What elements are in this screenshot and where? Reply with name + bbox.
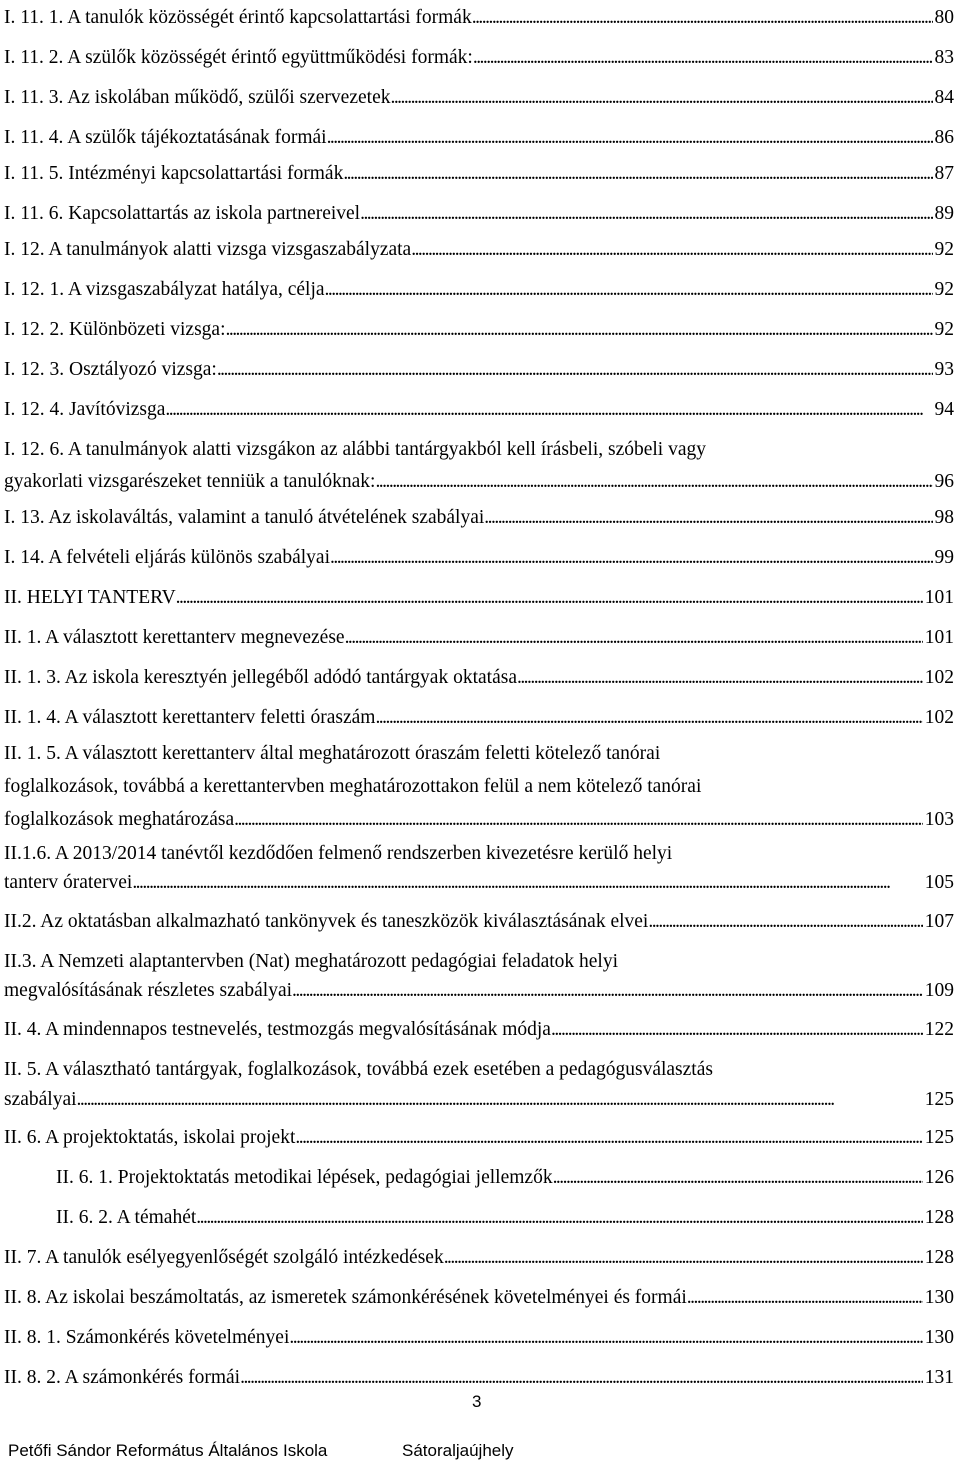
toc-page-number: 87: [934, 163, 954, 184]
toc-page-number: 131: [924, 1367, 954, 1388]
toc-entry-last-line: [4, 200, 954, 227]
toc-entry-title: I. 11. 6. Kapcsolattartás az iskola partnereivel: [4, 203, 361, 224]
dot-leader: [390, 84, 932, 111]
toc-entry-title: II. 1. 4. A választott kerettanterv feletti óraszám: [4, 707, 376, 728]
footer-town: Sátoraljaújhely: [402, 1441, 514, 1460]
toc-entry-line: [4, 1056, 954, 1083]
toc-entry-last-line: [4, 160, 954, 187]
dot-leader: [176, 584, 923, 611]
toc-entry-last-line: [4, 1284, 954, 1311]
toc-entry-last-line: [4, 806, 954, 833]
toc-entry-title: II. HELYI TANTERV: [4, 587, 176, 608]
toc-entry-line: [4, 948, 954, 975]
toc-entry-last-line: [4, 504, 954, 531]
toc-entry-title: szabályai: [4, 1089, 77, 1110]
toc-entry-last-line: [4, 124, 954, 151]
dot-leader: [295, 1124, 922, 1151]
toc-entry-last-line: [4, 316, 954, 343]
toc-entry-last-line: [4, 1324, 954, 1351]
toc-entry-title: II. 7. A tanulók esélyegyenlőségét szolgáló intézkedések: [4, 1247, 444, 1268]
toc-page-number: 92: [934, 319, 954, 340]
toc-page-number: 98: [934, 507, 954, 528]
dot-leader: [292, 977, 923, 1004]
toc-entry-line: [4, 740, 954, 767]
toc-page-number: 101: [924, 587, 954, 608]
dot-leader: [234, 806, 923, 833]
toc-entry-title: megvalósításának részletes szabályai: [4, 980, 293, 1001]
toc-entry-title: II.2. Az oktatásban alkalmazható tankönyvek és taneszközök kiválasztásának elvei: [4, 911, 649, 932]
toc-page-number: 83: [934, 47, 954, 68]
toc-page-number: 125: [924, 1127, 954, 1148]
toc-entry-title: I. 13. Az iskolaváltás, valamint a tanuló átvételének szabályai: [4, 507, 485, 528]
toc-entry-last-line: [4, 664, 954, 691]
toc-entry-title: II.3. A Nemzeti alaptantervben (Nat) meghatározott pedagógiai feladatok helyi: [4, 951, 619, 972]
footer-school-name: Petőfi Sándor Református Általános Iskola: [8, 1441, 328, 1460]
toc-page-number: 94: [934, 399, 954, 420]
toc-entry-title: II. 6. 2. A témahét: [56, 1207, 197, 1228]
toc-entry-title: II. 1. A választott kerettanterv megnevezése: [4, 627, 345, 648]
dot-leader: [345, 624, 923, 651]
dot-leader: [553, 1164, 923, 1191]
toc-page-number: 84: [934, 87, 954, 108]
toc-entry-title: II. 8. Az iskolai beszámoltatás, az ismeretek számonkérésének követelményei és formái: [4, 1287, 687, 1308]
toc-entry-title: I. 11. 4. A szülők tájékoztatásának formái: [4, 127, 327, 148]
toc-page-number: 89: [934, 203, 954, 224]
toc-page-number: 92: [934, 279, 954, 300]
dot-leader: [77, 1086, 923, 1113]
toc-page-number: 107: [924, 911, 954, 932]
dot-leader: [330, 544, 933, 571]
toc-page-number: 128: [924, 1207, 954, 1228]
toc-entry-title: I. 12. 4. Javítóvizsga: [4, 399, 166, 420]
toc-entry-title: gyakorlati vizsgarészeket tenniük a tanulóknak:: [4, 471, 376, 492]
dot-leader: [444, 1244, 923, 1271]
dot-leader: [411, 236, 932, 263]
toc-entry-last-line: [4, 624, 954, 651]
toc-page-number: 126: [924, 1167, 954, 1188]
toc-entry-last-line: [4, 977, 954, 1004]
toc-entry-last-line: [4, 869, 954, 896]
toc-entry-last-line: [4, 1124, 954, 1151]
dot-leader: [517, 664, 923, 691]
dot-leader: [687, 1284, 923, 1311]
toc-entry-title: I. 11. 5. Intézményi kapcsolattartási formák: [4, 163, 344, 184]
toc-page-number: 109: [924, 980, 954, 1001]
toc-entry-last-line: [4, 1086, 954, 1113]
dot-leader: [289, 1324, 922, 1351]
toc-page-number: 102: [924, 707, 954, 728]
toc-entry-last-line: [4, 4, 954, 31]
toc-entry-title: foglalkozások meghatározása: [4, 809, 235, 830]
dot-leader: [648, 908, 922, 935]
toc-entry-title: II. 1. 3. Az iskola keresztyén jellegéből adódó tantárgyak oktatása: [4, 667, 517, 688]
toc-entry-line: [4, 773, 954, 800]
toc-page-number: 93: [934, 359, 954, 380]
toc-page-number: 122: [924, 1019, 954, 1040]
dot-leader: [343, 160, 932, 187]
toc-entry-last-line: [4, 1016, 954, 1043]
toc-page-number: 96: [934, 471, 954, 492]
toc-entry-title: I. 12. 3. Osztályozó vizsga:: [4, 359, 217, 380]
toc-entry-title: II. 8. 2. A számonkérés formái: [4, 1367, 241, 1388]
toc-entry-last-line: [4, 704, 954, 731]
dot-leader: [132, 869, 922, 896]
toc-entry-last-line: [56, 1164, 954, 1191]
toc-entry-title: II. 4. A mindennapos testnevelés, testmozgás megvalósításának módja: [4, 1019, 551, 1040]
toc-page-number: 125: [924, 1089, 954, 1110]
dot-leader: [551, 1016, 923, 1043]
toc-entry-last-line: [4, 468, 954, 495]
toc-entry-line: [4, 840, 954, 867]
toc-entry-line: [4, 436, 954, 463]
toc-page-number: 128: [924, 1247, 954, 1268]
toc-page-number: 103: [924, 809, 954, 830]
toc-page-number: 101: [924, 627, 954, 648]
toc-entry-title: I. 12. 6. A tanulmányok alatti vizsgákon az alábbi tantárgyakból kell írásbeli, szóbeli vagy: [4, 439, 706, 460]
dot-leader: [473, 44, 933, 71]
toc-entry-title: I. 11. 3. Az iskolában működő, szülői szervezetek: [4, 87, 391, 108]
dot-leader: [360, 200, 932, 227]
dot-leader: [226, 316, 933, 343]
toc-entry-last-line: [4, 356, 954, 383]
toc-entry-last-line: [4, 1364, 954, 1391]
toc-page-number: 86: [934, 127, 954, 148]
toc-entry-last-line: [56, 1204, 954, 1231]
toc-page-number: 130: [924, 1287, 954, 1308]
toc-entry-last-line: [4, 84, 954, 111]
toc-page-number: 92: [934, 239, 954, 260]
toc-entry-title: foglalkozások, továbbá a kerettantervben meghatározottakon felül a nem kötelező tanórai: [4, 776, 702, 797]
toc-entry-last-line: [4, 1244, 954, 1271]
toc-entry-title: II. 6. 1. Projektoktatás metodikai lépések, pedagógiai jellemzők: [56, 1167, 553, 1188]
page-number: 3: [472, 1392, 482, 1411]
toc-page-number: 99: [934, 547, 954, 568]
toc-entry-title: I. 14. A felvételi eljárás különös szabályai: [4, 547, 330, 568]
dot-leader: [375, 468, 932, 495]
dot-leader: [484, 504, 932, 531]
dot-leader: [325, 276, 933, 303]
toc-entry-title: tanterv óratervei: [4, 872, 133, 893]
toc-entry-last-line: [4, 236, 954, 263]
toc-entry-last-line: [4, 544, 954, 571]
toc-entry-title: II. 5. A választható tantárgyak, foglalkozások, továbbá ezek esetében a pedagógusválasztás: [4, 1059, 713, 1080]
toc-entry-title: I. 12. 2. Különbözeti vizsga:: [4, 319, 226, 340]
dot-leader: [240, 1364, 923, 1391]
dot-leader: [327, 124, 933, 151]
dot-leader: [165, 396, 932, 423]
toc-page-number: 105: [924, 872, 954, 893]
toc-entry-title: II.1.6. A 2013/2014 tanévtől kezdődően felmenő rendszerben kivezetésre kerülő helyi: [4, 843, 673, 864]
dot-leader: [217, 356, 933, 383]
dot-leader: [472, 4, 933, 31]
toc-entry-title: I. 12. 1. A vizsgaszabályzat hatálya, célja: [4, 279, 325, 300]
toc-entry-last-line: [4, 908, 954, 935]
toc-entry-last-line: [4, 396, 954, 423]
toc-entry-title: I. 11. 1. A tanulók közösségét érintő kapcsolattartási formák: [4, 7, 472, 28]
toc-page-number: 102: [924, 667, 954, 688]
toc-entry-title: II. 6. A projektoktatás, iskolai projekt: [4, 1127, 296, 1148]
dot-leader: [375, 704, 922, 731]
toc-entry-title: I. 11. 2. A szülők közösségét érintő együttműködési formák:: [4, 47, 473, 68]
toc-page-number: 80: [934, 7, 954, 28]
toc-entry-last-line: [4, 44, 954, 71]
toc-entry-title: I. 12. A tanulmányok alatti vizsga vizsgaszabályzata: [4, 239, 412, 260]
toc-entry-last-line: [4, 584, 954, 611]
toc-page-number: 130: [924, 1327, 954, 1348]
dot-leader: [196, 1204, 922, 1231]
toc-entry-title: II. 8. 1. Számonkérés követelményei: [4, 1327, 290, 1348]
toc-entry-title: II. 1. 5. A választott kerettanterv által meghatározott óraszám feletti kötelező tanórai: [4, 743, 661, 764]
toc-entry-last-line: [4, 276, 954, 303]
